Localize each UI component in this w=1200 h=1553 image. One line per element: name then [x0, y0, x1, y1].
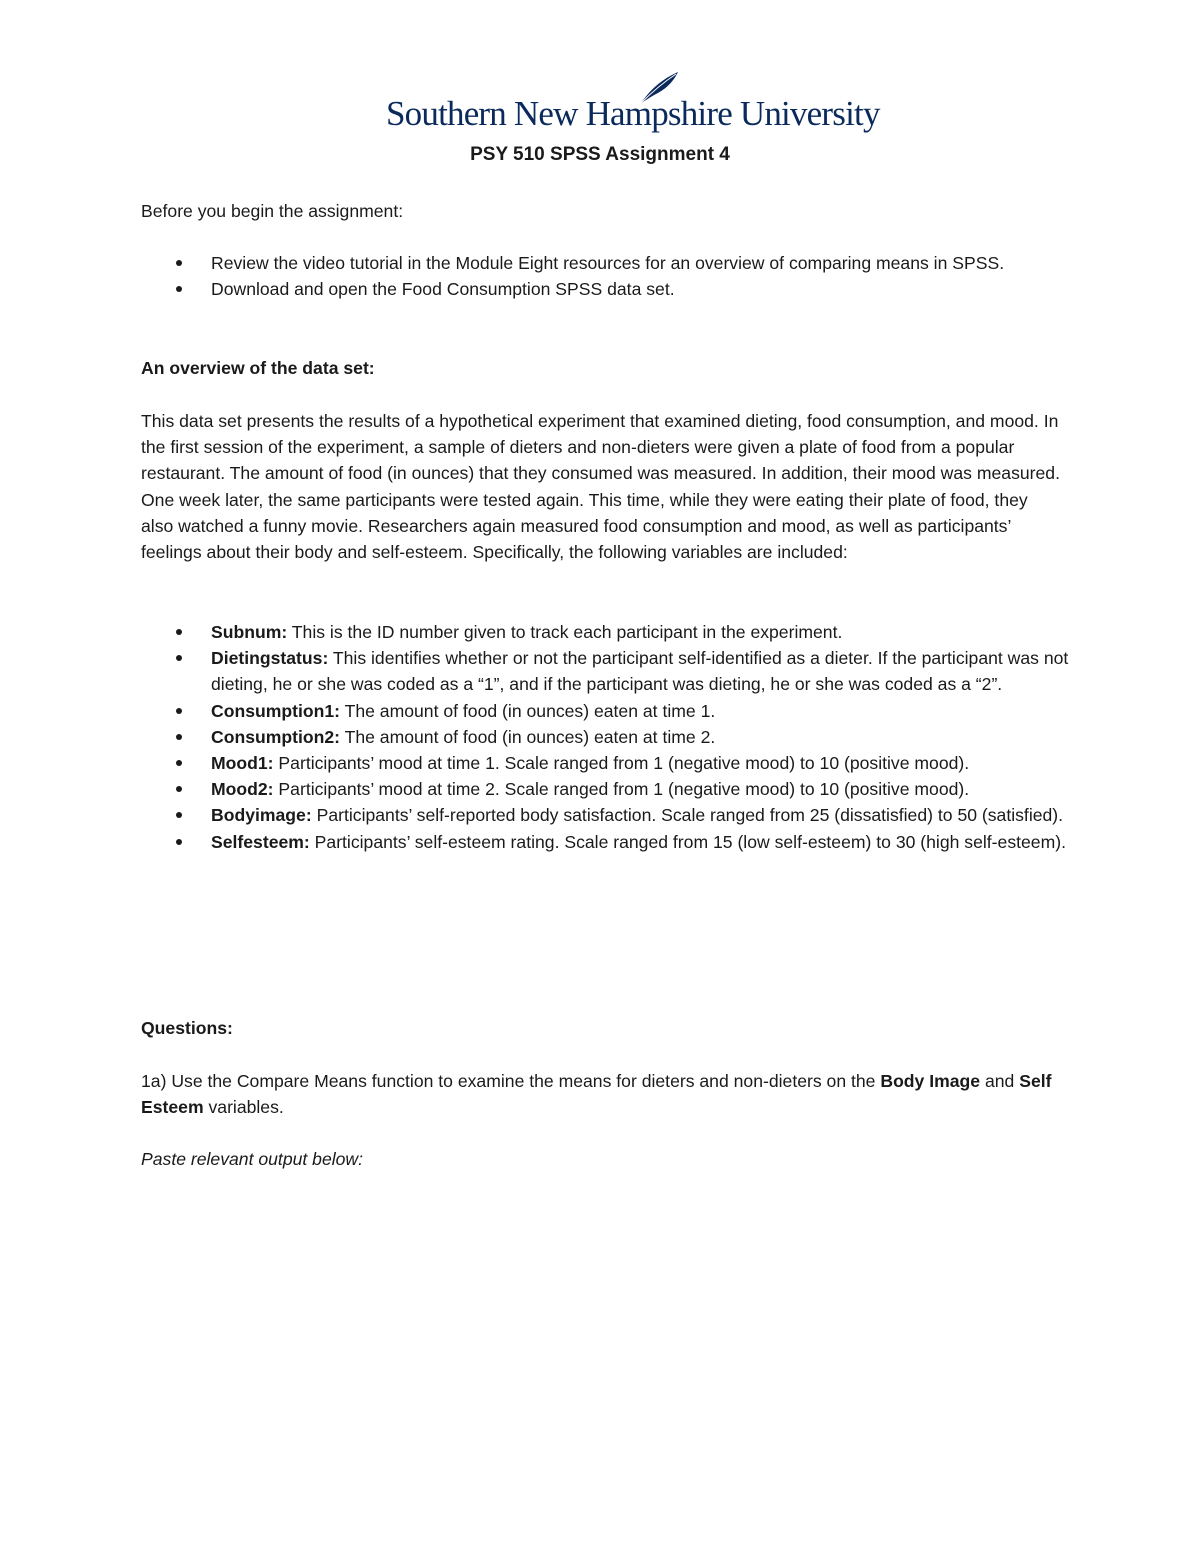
question-text: variables.: [203, 1097, 284, 1118]
variable-item: [0, 724, 1071, 750]
variable-item: [0, 802, 1071, 828]
variable-description: Participants’ self-reported body satisfaction. Scale ranged from 25 (dissatisfied) to 50 (satisfied).: [311, 805, 1064, 826]
page-title: PSY 510 SPSS Assignment 4: [470, 144, 730, 165]
variables-list: [0, 619, 1200, 855]
question-text: 1a) Use the Compare Means function to examine the means for dieters and non-dieters on the: [141, 1071, 881, 1091]
variable-item: [0, 645, 1071, 697]
variable-item: [0, 750, 1071, 776]
variable-name: Consumption2:: [211, 726, 341, 747]
overview-paragraph: This data set presents the results of a hypothetical experiment that examined dieting, food consumption, and mood. In the first session of the experiment, a sample of dieters and non-dieters were given a plate of food from a popular restaurant. The amount of food (in ounces) that they consumed was measured. In addition, their mood was measured. One week later, the same participants were tested again. This time, while they were eating their plate of food, they also watched a funny movie. Researchers again measured food consumption and mood, as well as participants’ feelings about their body and self-esteem. Specifically, the following variables are included:: [141, 411, 1060, 563]
variable-name: Bodyimage:: [211, 805, 312, 826]
questions-heading: Questions:: [141, 1018, 233, 1038]
variable-description: The amount of food (in ounces) eaten at time 2.: [340, 726, 716, 747]
variable-description: The amount of food (in ounces) eaten at time 1.: [340, 700, 716, 721]
variable-item: [0, 829, 1071, 855]
variable-item: [0, 776, 1071, 802]
question-text: and: [980, 1071, 1020, 1091]
variable-item: [0, 619, 1071, 645]
variable-description: This is the ID number given to track each participant in the experiment.: [287, 622, 843, 642]
variable-name: Subnum:: [211, 622, 288, 642]
variable-name: Mood1:: [211, 753, 274, 774]
before-label: Before you begin the assignment:: [141, 201, 404, 221]
variable-description: This identifies whether or not the participant self-identified as a dieter. If the participant was not dieting, he or she was coded as a “1”, and if the participant was dieting, he or she was coded as a “2”.: [211, 648, 1069, 695]
variable-description: Participants’ self-esteem rating. Scale ranged from 15 (low self-esteem) to 30 (high self-esteem).: [309, 831, 1066, 852]
variable-item: [0, 698, 1071, 724]
variable-name: Selfesteem:: [211, 831, 310, 852]
variable-name: Mood2:: [211, 779, 274, 800]
overview-heading: An overview of the data set:: [141, 358, 375, 378]
variable-description: Participants’ mood at time 2. Scale ranged from 1 (negative mood) to 10 (positive mood).: [273, 779, 970, 800]
paste-instruction: Paste relevant output below:: [141, 1149, 364, 1169]
list-item: Review the video tutorial in the Module Eight resources for an overview of comparing means in SPSS.: [0, 250, 1071, 276]
university-name: Southern New Hampshire University: [386, 94, 880, 133]
list-item: Download and open the Food Consumption SPSS data set.: [0, 276, 1071, 302]
question-bold-term: Body Image: [880, 1071, 981, 1091]
intro-bullet-list: [0, 250, 1200, 302]
question-1a: [141, 1068, 1061, 1120]
university-logo: [386, 70, 880, 136]
variable-description: Participants’ mood at time 1. Scale ranged from 1 (negative mood) to 10 (positive mood).: [273, 753, 970, 774]
variable-name: Dietingstatus:: [211, 648, 329, 669]
question-bold-term: Self Esteem: [141, 1071, 1052, 1118]
variable-name: Consumption1:: [211, 700, 341, 721]
